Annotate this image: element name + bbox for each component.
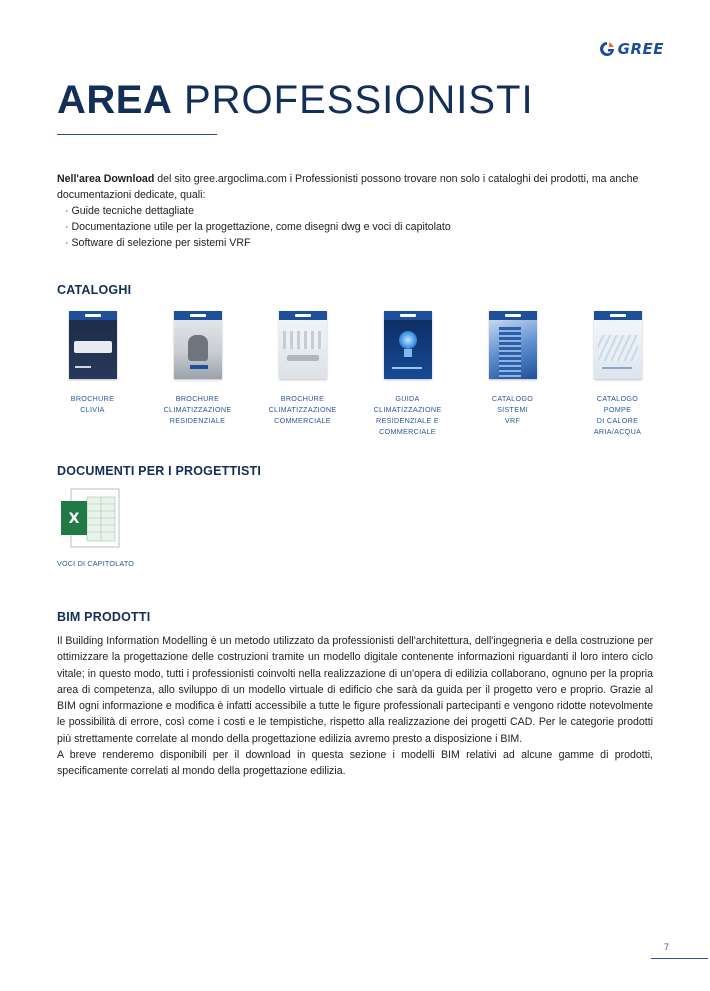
- catalog-item-brochure-clivia[interactable]: [40, 311, 145, 437]
- bim-text: [57, 633, 653, 780]
- intro-lead-bold: Nell'area Download: [57, 173, 155, 185]
- guida-climatizzazione-cover[interactable]: [384, 311, 432, 379]
- catalog-label: BROCHURE CLIMATIZZAZIONE RESIDENZIALE: [163, 394, 232, 425]
- catalog-label: CATALOGO SISTEMI VRF: [491, 394, 534, 425]
- bim-paragraph: Il Building Information Modelling è un metodo utilizzato da professionisti dell'architettura, dell'ingegneria e della costruzione per ottimizzare la progettazione delle costruzioni tramite un modello digitale contenente informazioni riguardanti il loro intero ciclo vitale; in questo modo, tutti i professionisti coinvolti nella realizzazione di un'opera di edilizia collaborano, ognuno per la propria area di competenza, allo sviluppo di un modello virtuale di edificio che sarà da guida per il progetto vero e proprio. Grazie al BIM ogni informazione e modifica è infatti accessibile a tutte le figure professionali partecipanti e vengono ridotte notevolmente le possibilità di errore, così come i costi e le tempistiche, rispetto alla realizzazione dei progetti CAD. Per le categorie prodotti più strettamente correlate al mondo della progettazione edilizia avremo presto a disposizione i BIM.: [57, 635, 653, 745]
- catalog-label: BROCHURE CLIVIA: [70, 394, 115, 414]
- intro-paragraph: [57, 171, 655, 203]
- intro-bullet: · Guide tecniche dettagliate: [65, 203, 655, 219]
- page-title-light: PROFESSIONISTI: [183, 78, 534, 122]
- brochure-commerciale-cover[interactable]: [279, 311, 327, 379]
- excel-file-icon[interactable]: [57, 487, 123, 549]
- documents-heading: DOCUMENTI PER I PROGETTISTI: [57, 464, 262, 478]
- page-number: 7: [664, 942, 670, 952]
- document-label: VOCI DI CAPITOLATO: [57, 559, 135, 568]
- intro-lead-text: del sito gree.argoclima.com i Professionisti possono trovare non solo i cataloghi dei prodotti, ma anche documentazioni dedicate, quali:: [57, 173, 639, 201]
- catalogo-vrf-cover[interactable]: [489, 311, 537, 379]
- intro-bullet-list: [57, 203, 655, 251]
- catalog-list: [40, 311, 670, 437]
- title-divider: [57, 134, 217, 135]
- bim-paragraph: A breve renderemo disponibili per il download in questa sezione i modelli BIM relativi ad alcune gamme di prodotti, specificamente correlati al mondo della progettazione edilizia.: [57, 749, 653, 778]
- catalog-label: BROCHURE CLIMATIZZAZIONE COMMERCIALE: [268, 394, 337, 425]
- brochure-clivia-cover[interactable]: [69, 311, 117, 379]
- intro-bullet: · Software di selezione per sistemi VRF: [65, 235, 655, 251]
- catalog-item-brochure-commerciale[interactable]: [250, 311, 355, 437]
- catalog-item-guida-climatizzazione[interactable]: [355, 311, 460, 437]
- catalogo-pompe-cover[interactable]: [594, 311, 642, 379]
- gree-swirl-icon: [599, 41, 615, 57]
- page-title: [57, 78, 534, 123]
- page-title-bold: AREA: [57, 78, 173, 122]
- catalog-item-catalogo-pompe[interactable]: [565, 311, 670, 437]
- catalog-item-catalogo-vrf[interactable]: [460, 311, 565, 437]
- brand-name: GREE: [617, 40, 664, 58]
- catalogs-heading: CATALOGHI: [57, 283, 132, 297]
- intro-section: [57, 171, 655, 251]
- brochure-residenziale-cover[interactable]: [174, 311, 222, 379]
- svg-text:X: X: [68, 511, 80, 527]
- catalog-label: CATALOGO POMPE DI CALORE ARIA/ACQUA: [593, 394, 642, 436]
- bim-heading: BIM PRODOTTI: [57, 610, 151, 624]
- catalog-label: GUIDA CLIMATIZZAZIONE RESIDENZIALE E COMMERCIALE: [373, 394, 442, 436]
- page-number-rule: [651, 958, 708, 959]
- intro-bullet: · Documentazione utile per la progettazione, come disegni dwg e voci di capitolato: [65, 219, 655, 235]
- document-item-voci-capitolato[interactable]: [57, 487, 147, 568]
- gree-logo: [599, 40, 664, 58]
- catalog-item-brochure-residenziale[interactable]: [145, 311, 250, 437]
